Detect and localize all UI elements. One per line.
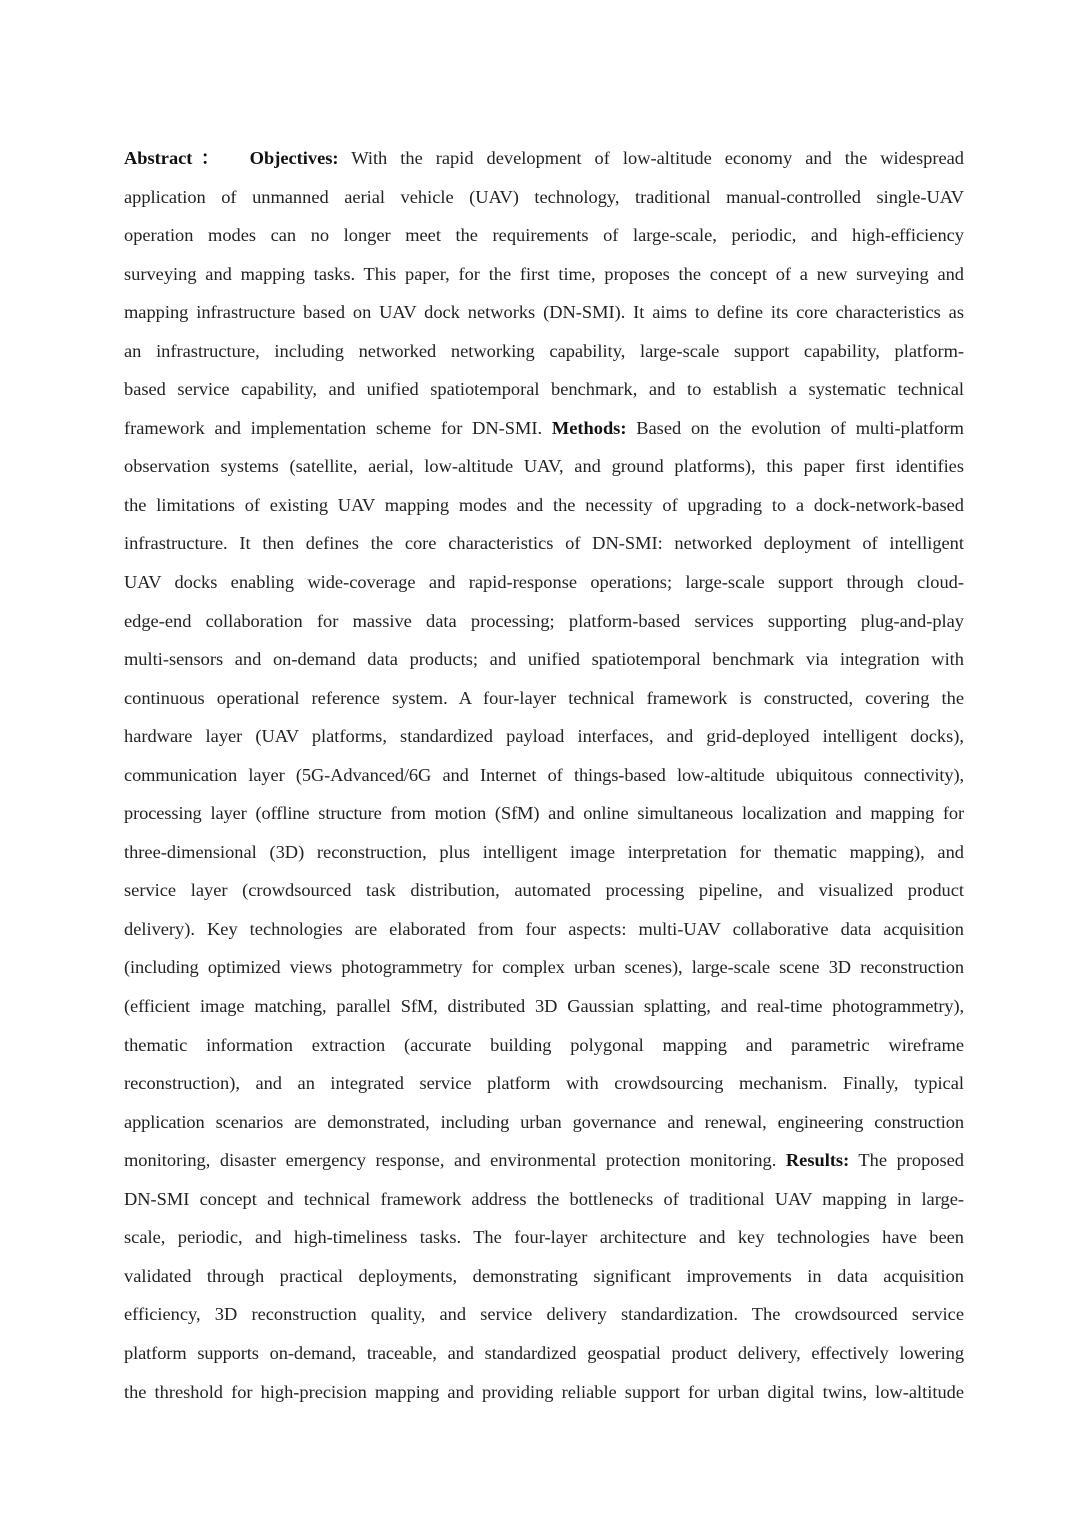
abstract-line [124, 409, 964, 448]
abstract-line-text: UAV docks enabling wide-coverage and rapid-response operations; large-scale support through cloud- [124, 572, 964, 593]
abstract-line-text: infrastructure. It then defines the core characteristics of DN-SMI: networked deployment of intelligent [124, 533, 964, 554]
abstract-line [124, 1334, 964, 1373]
abstract-line-text: multi-sensors and on-demand data products; and unified spatiotemporal benchmark via integration with [124, 649, 964, 670]
abstract-line-text: (efficient image matching, parallel SfM, distributed 3D Gaussian splatting, and real-time photogrammetry), [124, 996, 964, 1017]
abstract-line-text: hardware layer (UAV platforms, standardized payload interfaces, and grid-deployed intelligent docks), [124, 726, 964, 747]
abstract-line [124, 1180, 964, 1219]
abstract-line-text: application of unmanned aerial vehicle (UAV) technology, traditional manual-controlled single-UAV [124, 186, 964, 207]
abstract-line [124, 602, 964, 641]
abstract-line [124, 563, 964, 602]
abstract-line-text: framework and implementation scheme for DN-SMI. [124, 417, 552, 438]
abstract-line-text: mapping infrastructure based on UAV dock networks (DN-SMI). It aims to define its core characteristics as [124, 302, 964, 323]
abstract-body [124, 139, 964, 1411]
abstract-line-text: the limitations of existing UAV mapping modes and the necessity of upgrading to a dock-network-based [124, 494, 964, 515]
abstract-line-text: Based on the evolution of multi-platform [626, 417, 964, 438]
abstract-line [124, 833, 964, 872]
abstract-line [124, 679, 964, 718]
abstract-line-text: observation systems (satellite, aerial, low-altitude UAV, and ground platforms), this paper first identifies [124, 456, 964, 477]
abstract-line-text: validated through practical deployments, demonstrating significant improvements in data acquisition [124, 1265, 964, 1286]
abstract-line [124, 1295, 964, 1334]
abstract-line [124, 1373, 964, 1412]
abstract-line-text: (including optimized views photogrammetry for complex urban scenes), large-scale scene 3D reconstruction [124, 957, 964, 978]
abstract-line [124, 1257, 964, 1296]
abstract-line-text: The proposed [849, 1150, 964, 1171]
abstract-line [124, 293, 964, 332]
abstract-line-text: an infrastructure, including networked networking capability, large-scale support capability, platform- [124, 340, 964, 361]
abstract-line-text: DN-SMI concept and technical framework address the bottlenecks of traditional UAV mapping in large- [124, 1188, 964, 1209]
abstract-line [124, 987, 964, 1026]
abstract-line-text: the threshold for high-precision mapping and providing reliable support for urban digital twins, low-altitude [124, 1381, 964, 1402]
abstract-line-text: communication layer (5G-Advanced/6G and Internet of things-based low-altitude ubiquitous connectivity), [124, 764, 964, 785]
abstract-line [124, 1141, 964, 1180]
abstract-line [124, 447, 964, 486]
abstract-line-text: scale, periodic, and high-timeliness tasks. The four-layer architecture and key technologies have been [124, 1227, 964, 1248]
abstract-line-text: service layer (crowdsourced task distribution, automated processing pipeline, and visualized product [124, 880, 964, 901]
abstract-line [124, 178, 964, 217]
abstract-line [124, 1103, 964, 1142]
abstract-line [124, 1026, 964, 1065]
abstract-line [124, 717, 964, 756]
abstract-line-text: edge-end collaboration for massive data processing; platform-based services supporting plug-and-play [124, 610, 964, 631]
abstract-line-text: continuous operational reference system. A four-layer technical framework is constructed, covering the [124, 687, 964, 708]
abstract-line [124, 756, 964, 795]
abstract-line-text: thematic information extraction (accurate building polygonal mapping and parametric wireframe [124, 1034, 964, 1055]
abstract-line-text: monitoring, disaster emergency response, and environmental protection monitoring. [124, 1150, 786, 1171]
objectives-label: Objectives: [249, 148, 339, 168]
abstract-line-text: reconstruction), and an integrated service platform with crowdsourcing mechanism. Finally, typical [124, 1073, 964, 1094]
abstract-line-text: With the rapid development of low-altitude economy and the widespread [338, 148, 964, 168]
abstract-line [124, 640, 964, 679]
abstract-line-text: operation modes can no longer meet the requirements of large-scale, periodic, and high-efficiency [124, 225, 964, 246]
abstract-line-text: surveying and mapping tasks. This paper, for the first time, proposes the concept of a new surveying and [124, 263, 964, 284]
abstract-line-text: platform supports on-demand, traceable, and standardized geospatial product delivery, effectively lowering [124, 1342, 964, 1363]
abstract-line [124, 910, 964, 949]
abstract-line [124, 871, 964, 910]
abstract-line [124, 1218, 964, 1257]
abstract-line-text: processing layer (offline structure from motion (SfM) and online simultaneous localization and mapping for [124, 803, 964, 824]
abstract-heading: Abstract： [124, 148, 228, 168]
abstract-line [124, 1064, 964, 1103]
abstract-line [124, 794, 964, 833]
abstract-line-text: application scenarios are demonstrated, including urban governance and renewal, engineering construction [124, 1111, 964, 1132]
abstract-line [124, 139, 964, 178]
abstract-line-text: delivery). Key technologies are elaborated from four aspects: multi-UAV collaborative data acquisition [124, 918, 964, 939]
results-label: Results: [785, 1150, 850, 1171]
abstract-line-text: based service capability, and unified spatiotemporal benchmark, and to establish a systematic technical [124, 379, 964, 400]
abstract-line [124, 948, 964, 987]
abstract-line [124, 486, 964, 525]
abstract-line-text: three-dimensional (3D) reconstruction, plus intelligent image interpretation for thematic mapping), and [124, 841, 964, 862]
abstract-line-text: efficiency, 3D reconstruction quality, and service delivery standardization. The crowdsourced service [124, 1304, 964, 1325]
methods-label: Methods: [551, 417, 627, 438]
abstract-line [124, 332, 964, 371]
abstract-line [124, 216, 964, 255]
abstract-line [124, 370, 964, 409]
abstract-line [124, 255, 964, 294]
abstract-line [124, 524, 964, 563]
